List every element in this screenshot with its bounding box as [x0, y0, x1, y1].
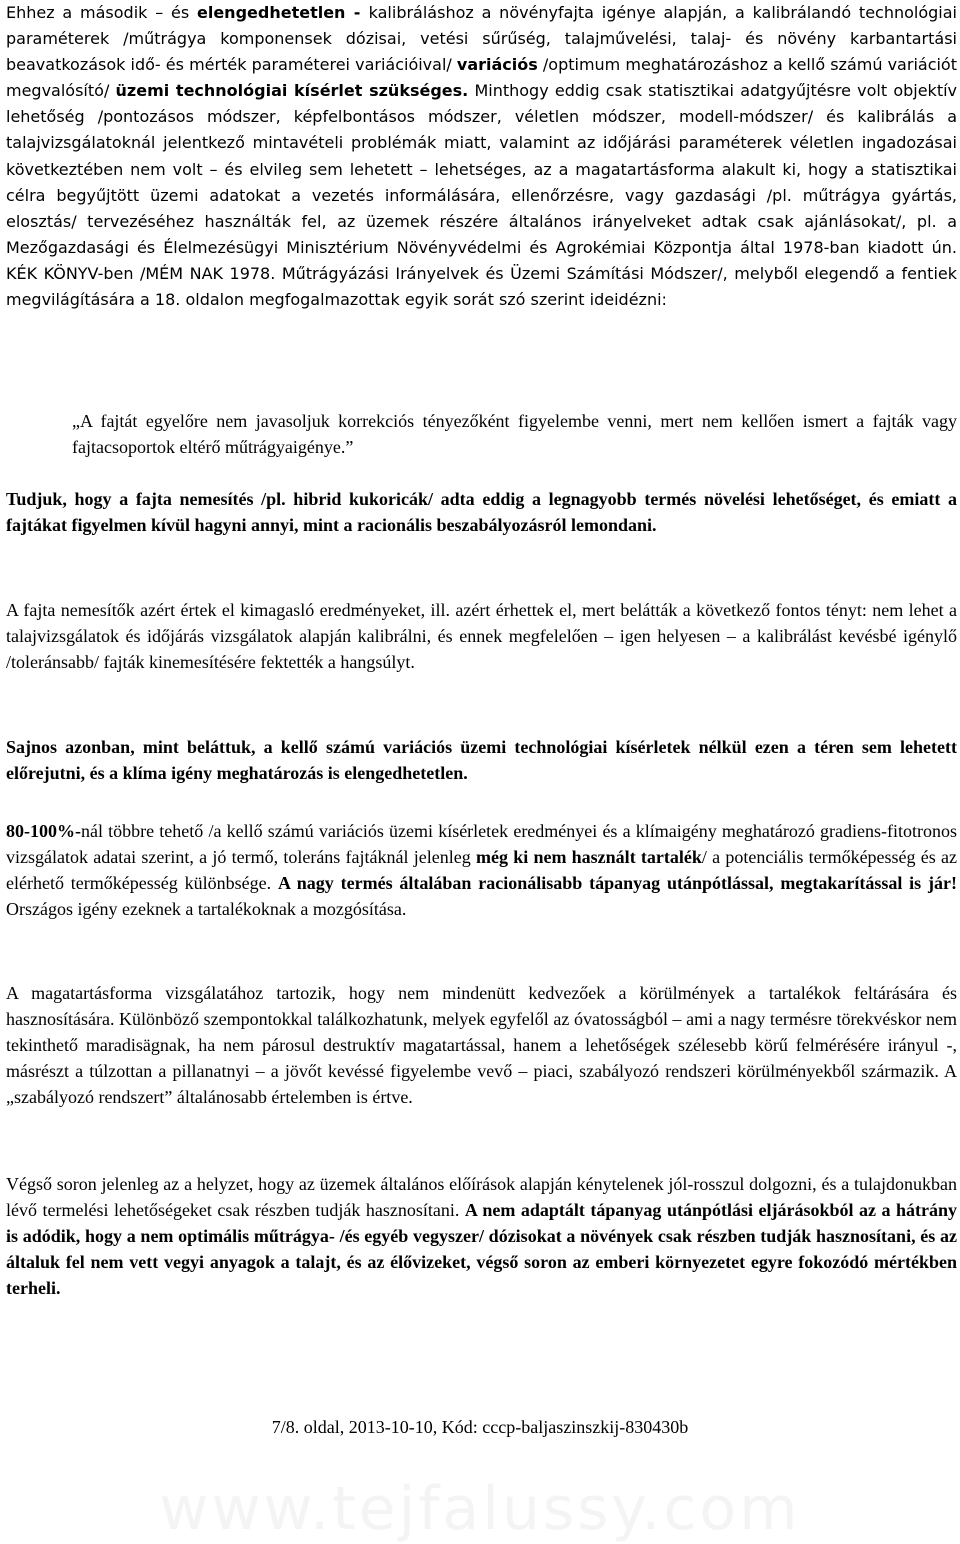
paragraph-reserve: 80-100%-nál többre tehető /a kellő számú variációs üzemi kísérletek eredményei és a klímaigény meghatározó gradiens-fitotronos vizsgálatok adatai szerint, a jó termő, toleráns fajtáknál jelenleg még ki nem használt tartalék/ a potenciális termőképesség és az elérhető termőképesség különbsége. A nagy termés általában racionálisabb tápanyag utánpótlással, megtakarítással is jár! Országos igény ezeknek a tartalékoknak a mozgósítása. — [6, 821, 958, 920]
paragraph-experiments-needed: Sajnos azonban, mint beláttuk, a kellő számú variációs üzemi technológiai kísérletek nélkül ezen a téren sem lehetett előrejutni, és a klíma igény meghatározás is elengedhetetlen. — [6, 737, 957, 784]
quote-kek-konyv: „A fajtát egyelőre nem javasoljuk korrekciós tényezőként figyelembe venni, mert nem kellően ismert a fajták vagy fajtacsoportok eltérő műtrágyaigénye.” — [72, 411, 957, 458]
paragraph-behaviour: A magatartásforma vizsgálatához tartozik, hogy nem mindenütt kedvezőek a körülmények a tartalékok feltárására és hasznosítására. Különböző szempontokkal találkozhatunk, melyek egyfelől az óvatosságból – ami a nagy termésre törekvéskor nem tekinthető maradisägnak, ha nem párosul destruktív magatartással, hanem a lehetőségek szélesebb körű felmérésére irányul -, másrészt a túlzottan a pillanatnyi – a jövőt kevéssé figyelembe vevő – piaci, szabályozó rendszeri körülményekből származik. A „szabályozó rendszert” általánosabb értelemben is értve. — [6, 983, 957, 1108]
page-footer: 7/8. oldal, 2013-10-10, Kód: cccp-baljaszinszkij-830430b — [271, 1417, 689, 1437]
paragraph-variety-breeding: Tudjuk, hogy a fajta nemesítés /pl. hibrid kukoricák/ adta eddig a legnagyobb termés növelési lehetőséget, és emiatt a fajtákat figyelmen kívül hagyni annyi, mint a racionális beszabályozásról lemondani. — [6, 489, 957, 536]
watermark: www.tejfalussy.com — [159, 1474, 801, 1544]
paragraph-calibration: Ehhez a második – és elengedhetetlen - kalibráláshoz a növényfajta igénye alapján, a kalibrálandó technológiai paraméterek /műtrágya komponensek dózisai, vetési sűrűség, talajművelési, talaj- és növény karbantartási beavatkozások idő- és mérték paraméterei variációival/ variációs /optimum meghatározáshoz a kellő számú variációt megvalósító/ üzemi technológiai kísérlet szükséges. Minthogy eddig csak statisztikai adatgyűjtésre volt objektív lehetőség /pontozásos módszer, képfelbontásos módszer, véletlen módszer, modell-módszer/ és kalibrálás a talajvizsgálatoknál jelentkező mintavételi problémák miatt, valamint az időjárási paraméterek véletlen ingadozásai következtében nem volt – és elvileg sem lehetett – lehetséges, az a magatartásforma alakult ki, hogy a statisztikai célra begyűjtött üzemi adatokat a vezetés informálására, ellenőrzésre, vagy gazdasági /pl. műtrágya gyártás, elosztás/ tervezéséhez használták fel, az üzemek részére általános irányelveket adtak csak ajánlásokat/, pl. a Mezőgazdasági és Élelmezésügyi Minisztérium Növényvédelmi és Agrokémiai Központja által 1978-ban kiadott ún. KÉK KÖNYV-ben /MÉM NAK 1978. Műtrágyázási Irányelvek és Üzemi Számítási Módszer/, melyből elegendő a fentiek megvilágítására a 18. oldalon megfogalmazottak egyik sorát szó szerint ideidézni: — [6, 3, 958, 310]
paragraph-breeders: A fajta nemesítők azért értek el kimagasló eredményeket, ill. azért érhettek el, mert belátták a következő fontos tényt: nem lehet a talajvizsgálatok és időjárás vizsgálatok alapján kalibrálni, és ennek megfelelően – igen helyesen – a kalibrálást kevésbé igénylő /toleránsabb/ fajták kinemesítésére fektették a hangsúlyt. — [6, 600, 957, 673]
paragraph-conclusion: Végső soron jelenleg az a helyzet, hogy az üzemek általános előírások alapján kénytelenek jól-rosszul dolgozni, és a tulajdonukban lévő termelési lehetőségeket csak részben tudják hasznosítani. A nem adaptált tápanyag utánpótlási eljárásokból az a hátrány is adódik, hogy a nem optimális műtrágya- /és egyéb vegyszer/ dózisokat a növények csak részben tudják hasznosítani, és az általuk fel nem vett vegyi anyagok a talajt, és az élővizeket, végső soron az emberi környezetet egyre fokozódó mértékben terheli. — [6, 1174, 957, 1299]
